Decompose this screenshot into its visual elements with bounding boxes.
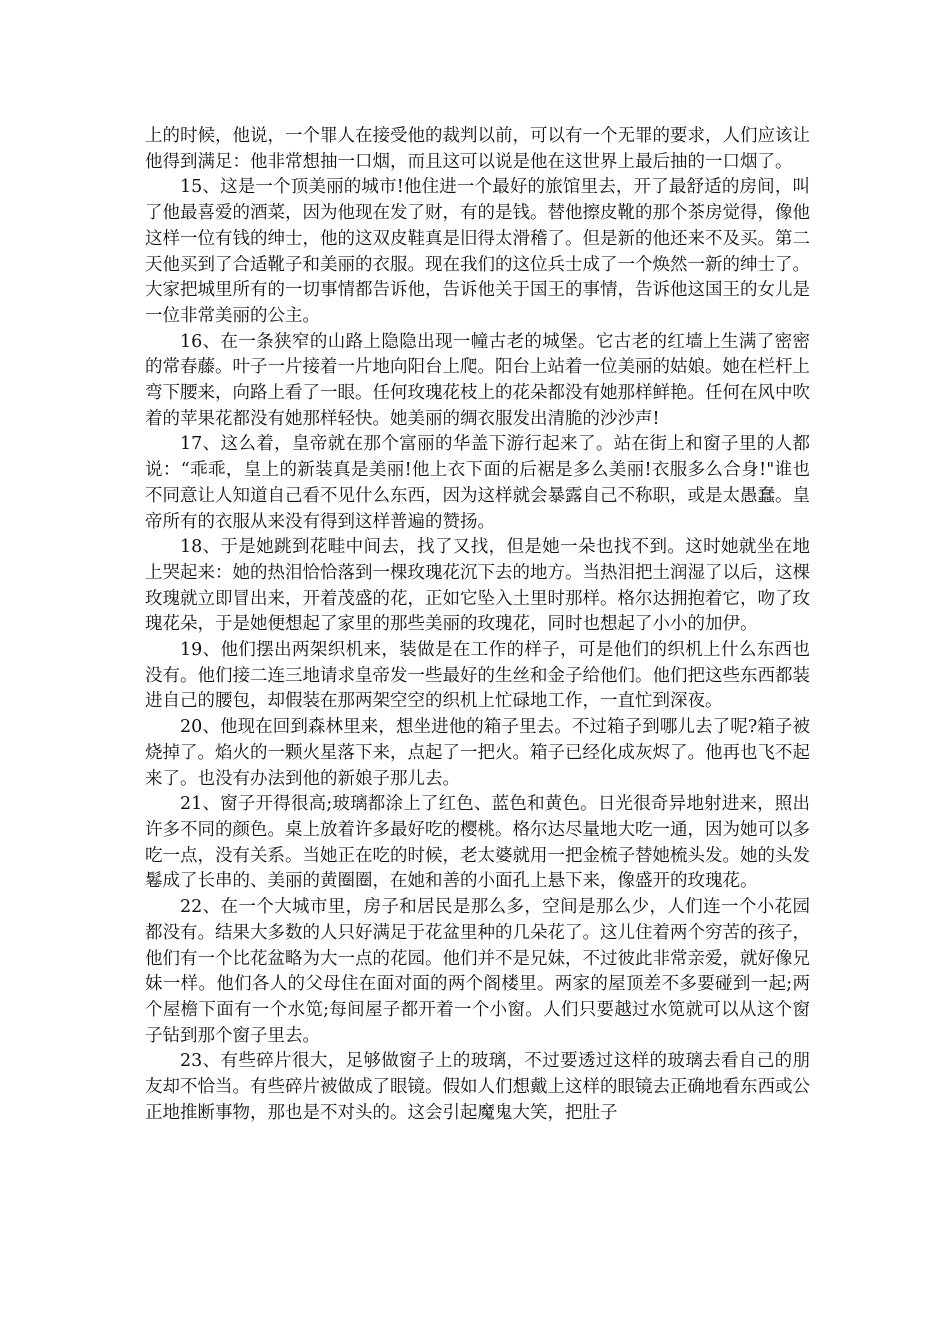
paragraph-19: 19、他们摆出两架织机来，装做是在工作的样子，可是他们的织机上什么东西也没有。他们接二连三地请求皇帝发一些最好的生丝和金子给他们。他们把这些东西都装进自己的腰包，却假装在那两架空空的织机上忙碌地工作，一直忙到深夜。 <box>145 640 810 712</box>
paragraph-21: 21、窗子开得很高;玻璃都涂上了红色、蓝色和黄色。日光很奇异地射进来，照出许多不同的颜色。桌上放着许多最好吃的樱桃。格尔达尽量地大吃一通，因为她可以多吃一点，没有关系。当她正在吃的时候，老太婆就用一把金梳子替她梳头发。她的头发鬈成了长串的、美丽的黄圈圈，在她和善的小面孔上悬下来，像盛开的玫瑰花。 <box>145 794 810 892</box>
paragraph-20: 20、他现在回到森林里来，想坐进他的箱子里去。不过箱子到哪儿去了呢?箱子被烧掉了。焰火的一颗火星落下来，点起了一把火。箱子已经化成灰烬了。他再也飞不起来了。也没有办法到他的新娘子那儿去。 <box>145 717 810 789</box>
paragraph-continuation: 上的时候，他说，一个罪人在接受他的裁判以前，可以有一个无罪的要求，人们应该让他得到满足：他非常想抽一口烟，而且这可以说是他在这世界上最后抽的一口烟了。 <box>145 126 810 172</box>
paragraph-22: 22、在一个大城市里，房子和居民是那么多，空间是那么少，人们连一个小花园都没有。结果大多数的人只好满足于花盆里种的几朵花了。这儿住着两个穷苦的孩子，他们有一个比花盆略为大一点的花园。他们并不是兄妹，不过彼此非常亲爱，就好像兄妹一样。他们各人的父母住在面对面的两个阁楼里。两家的屋顶差不多要碰到一起;两个屋檐下面有一个水笕;每间屋子都开着一个小窗。人们只要越过水笕就可以从这个窗子钻到那个窗子里去。 <box>145 897 810 1046</box>
paragraph-15: 15、这是一个顶美丽的城市!他住进一个最好的旅馆里去，开了最舒适的房间，叫了他最喜爱的酒菜，因为他现在发了财，有的是钱。替他擦皮靴的那个茶房觉得，像他这样一位有钱的绅士，他的这双皮鞋真是旧得太滑稽了。但是新的他还来不及买。第二天他买到了合适靴子和美丽的衣服。现在我们的这位兵士成了一个焕然一新的绅士了。大家把城里所有的一切事情都告诉他，告诉他关于国王的事情，告诉他这国王的女儿是一位非常美丽的公主。 <box>145 177 810 326</box>
document-body <box>145 124 810 1126</box>
paragraph-23: 23、有些碎片很大，足够做窗子上的玻璃，不过要透过这样的玻璃去看自己的朋友却不恰当。有些碎片被做成了眼镜。假如人们想戴上这样的眼镜去正确地看东西或公正地推断事物，那也是不对头的。这会引起魔鬼大笑，把肚子 <box>145 1051 810 1123</box>
paragraph-16: 16、在一条狭窄的山路上隐隐出现一幢古老的城堡。它古老的红墙上生满了密密的常春藤。叶子一片接着一片地向阳台上爬。阳台上站着一位美丽的姑娘。她在栏杆上弯下腰来，向路上看了一眼。任何玫瑰花枝上的花朵都没有她那样鲜艳。任何在风中吹着的苹果花都没有她那样轻快。她美丽的绸衣服发出清脆的沙沙声! <box>145 331 810 429</box>
paragraph-18: 18、于是她跳到花畦中间去，找了又找，但是她一朵也找不到。这时她就坐在地上哭起来：她的热泪恰恰落到一棵玫瑰花沉下去的地方。当热泪把土润湿了以后，这棵玫瑰就立即冒出来，开着茂盛的花，正如它坠入土里时那样。格尔达拥抱着它，吻了玫瑰花朵，于是她便想起了家里的那些美丽的玫瑰花，同时也想起了小小的加伊。 <box>145 537 810 635</box>
paragraph-17: 17、这么着，皇帝就在那个富丽的华盖下游行起来了。站在街上和窗子里的人都说：“乖乖，皇上的新装真是美丽!他上衣下面的后裾是多么美丽!衣服多么合身!"谁也不同意让人知道自己看不见什么东西，因为这样就会暴露自己不称职，或是太愚蠢。皇帝所有的衣服从来没有得到这样普遍的赞扬。 <box>145 434 810 532</box>
